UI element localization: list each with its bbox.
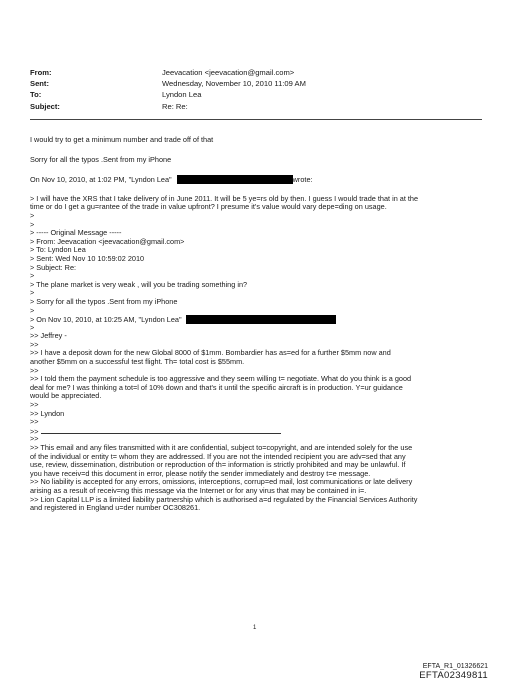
to-value: Lyndon Lea — [162, 90, 202, 100]
from-label: From: — [30, 68, 52, 77]
bates-id-small: EFTA_R1_01326621 — [422, 663, 488, 670]
bates-id-large: EFTA02349811 — [419, 670, 488, 681]
body-line: > — [30, 219, 35, 229]
body-line: > Sorry for all the typos .Sent from my iPhone — [30, 296, 178, 306]
body-line: >> I told them the payment schedule is too aggressive and they seem willing t= negotiate. What do you think is a good — [30, 374, 412, 384]
disclaimer-line: >> No liability is accepted for any errors, omissions, interceptions, corrup=ed mail, lost communications or late delivery — [30, 477, 413, 487]
sent-value: Wednesday, November 10, 2010 11:09 AM — [162, 79, 306, 89]
body-line: > Sent: Wed Nov 10 10:59:02 2010 — [30, 253, 145, 263]
body-line: > — [30, 322, 35, 332]
to-row — [30, 89, 306, 100]
body-line: > — [30, 305, 35, 315]
body-line: >> — [30, 365, 39, 375]
body-line: > Subject: Re: — [30, 262, 77, 272]
disclaimer-line: >> Lion Capital LLP is a limited liability partnership which is authorised a=d regulated by the Financial Services Authority — [30, 494, 418, 504]
disclaimer-line: and registered in England u=der number OC308261. — [30, 503, 201, 513]
body-line: another $5mm on a successful test flight. Th= total cost is $55mm. — [30, 357, 245, 367]
body-line: >> — [30, 417, 39, 427]
email-header — [30, 67, 306, 112]
body-line: time or do I get a gu=rantee of the trade in value upfront? I presume it's value would vary depe=ding on usage. — [30, 202, 387, 212]
disclaimer-line: use, review, dissemination, distribution or reproduction of th= information is strictly prohibited and may be unlawful. If — [30, 460, 406, 470]
disclaimer-line: of the individual or entity t= whom they are addressed. If you are not the intended recipient you are adv=sed that any — [30, 451, 406, 461]
body-line: would be appreciated. — [30, 391, 102, 401]
from-row — [30, 67, 306, 78]
sent-row — [30, 78, 306, 89]
body-line: > From: Jeevacation <jeevacation@gmail.com> — [30, 236, 185, 246]
body-line: > — [30, 271, 35, 281]
header-divider — [30, 119, 482, 120]
email-body — [30, 136, 486, 513]
signature-rule-line — [30, 427, 486, 436]
redaction-bar — [186, 315, 336, 324]
body-line: I would try to get a minimum number and trade off of that — [30, 135, 214, 144]
signature-rule — [41, 427, 281, 434]
signature-rule-prefix: >> — [30, 426, 39, 436]
body-line: deal for me? I was thinking a tot=l of 10% down and that's it until the specific aircraft is in production. Y=ur guidance — [30, 382, 403, 392]
from-value: Jeevacation <jeevacation@gmail.com> — [162, 68, 295, 77]
body-line: >> — [30, 434, 39, 444]
to-label: To: — [30, 90, 42, 100]
body-line: >> Jeffrey - — [30, 331, 67, 341]
redaction-bar — [177, 175, 293, 184]
subject-row — [30, 101, 306, 112]
disclaimer-line: arising as a result of receiv=ng this message via the Internet or for any virus that may be contained in i=. — [30, 485, 367, 495]
reply-intro-wrote: wrote: — [292, 175, 313, 185]
subject-label: Subject: — [30, 101, 60, 111]
body-line: > The plane market is very weak , will you be trading something in? — [30, 279, 248, 289]
quoted-intro-text: > On Nov 10, 2010, at 10:25 AM, "Lyndon Lea" — [30, 315, 182, 325]
body-line: >> Lyndon — [30, 408, 65, 418]
reply-intro-text: On Nov 10, 2010, at 1:02 PM, "Lyndon Lea" — [30, 175, 172, 185]
page-number: 1 — [253, 625, 257, 631]
body-line: >> — [30, 339, 39, 349]
body-line: > — [30, 288, 35, 298]
body-line: >> I have a deposit down for the new Global 8000 of $1mm. Bombardier has as=ed for a further $5mm now and — [30, 348, 391, 358]
subject-value: Re: Re: — [162, 101, 188, 111]
body-line: > ----- Original Message ----- — [30, 228, 122, 238]
body-line: > To: Lyndon Lea — [30, 245, 86, 255]
disclaimer-line: you have receiv=d this document in error, please notify the sender immediately and destroy t=e message. — [30, 468, 371, 478]
sent-label: Sent: — [30, 79, 49, 89]
reply-intro-line — [30, 175, 486, 184]
quoted-intro-line — [30, 315, 486, 324]
body-line: >> — [30, 400, 39, 410]
disclaimer-line: >> This email and any files transmitted with it are confidential, subject to=copyright, and are intended solely for the use — [30, 443, 413, 452]
body-line: > — [30, 210, 35, 220]
body-line: > I will have the XRS that I take delivery of in June 2011. It will be 5 ye=rs old by then. I guess I would trade that in at the — [30, 193, 419, 203]
bates-footer — [419, 662, 488, 680]
body-line: Sorry for all the typos .Sent from my iPhone — [30, 154, 172, 164]
